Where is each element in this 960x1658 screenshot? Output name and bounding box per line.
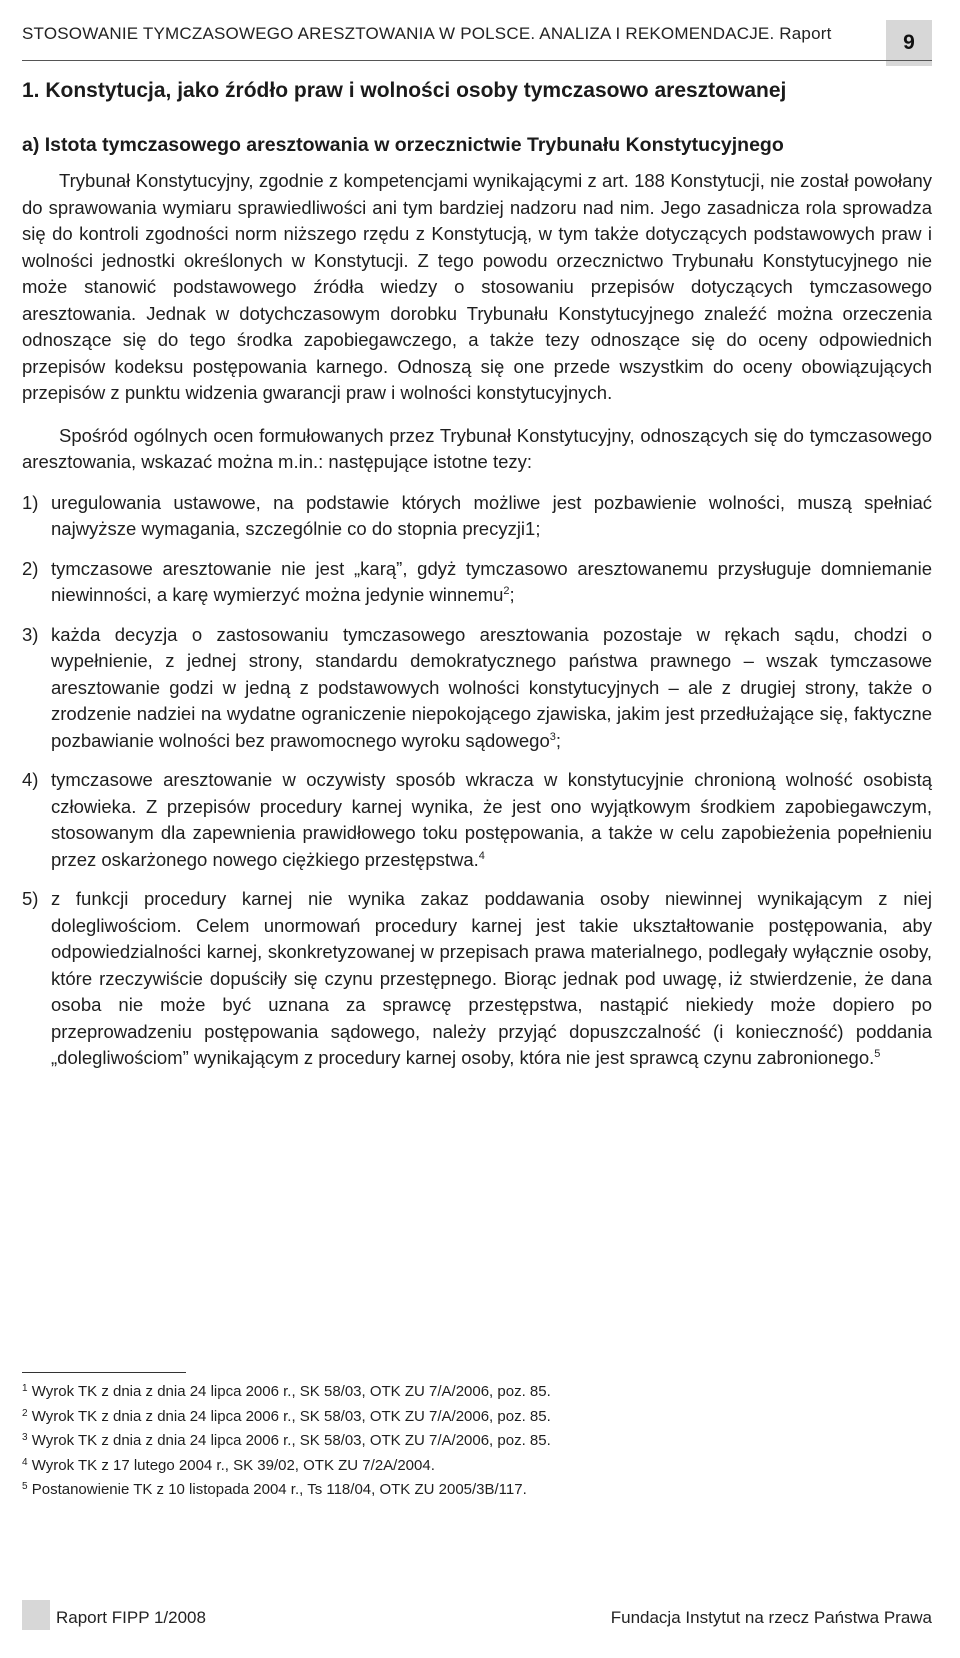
footnote-text: Postanowienie TK z 10 listopada 2004 r., Ts 118/04, OTK ZU 2005/3B/117. xyxy=(31,1481,527,1498)
theses-list xyxy=(22,490,932,1072)
page-number: 9 xyxy=(886,20,932,66)
list-item-number: 4) xyxy=(22,769,39,790)
list-item xyxy=(22,767,932,873)
footnote-ref[interactable]: 2 xyxy=(503,585,510,597)
footnote xyxy=(22,1405,932,1430)
footer-publisher: Fundacja Instytut na rzecz Państwa Prawa xyxy=(610,1608,932,1627)
footnote xyxy=(22,1478,932,1503)
page-footer xyxy=(22,1598,932,1646)
list-item xyxy=(22,886,932,1072)
body-paragraph-2: Spośród ogólnych ocen formułowanych przez Trybunał Konstytucyjny, odnoszących się do tymczasowego aresztowania, wskazać można m.in.: następujące istotne tezy: xyxy=(22,424,932,472)
footnote-number: 1 xyxy=(22,1383,28,1394)
footer-report-id: Raport FIPP 1/2008 xyxy=(56,1608,206,1627)
footnote-number: 5 xyxy=(22,1481,28,1492)
list-item-tail: ; xyxy=(509,584,515,605)
footnote-text: Wyrok TK z dnia z dnia 24 lipca 2006 r., SK 58/03, OTK ZU 7/A/2006, poz. 85. xyxy=(31,1383,551,1400)
footnote xyxy=(22,1454,932,1479)
list-item-text: każda decyzja o zastosowaniu tymczasowego aresztowania pozostaje w rękach sądu, chodzi o wypełnienie, z jednej strony, standardu demokratycznego państwa prawnego – wszak tymczasowe aresztowanie godzi w jedną z podstawowych wolności konstytucyjnych – ale z drugiej strony, także o zrodzenie nadziei na wydatne ograniczenie niepokojącego zjawiska, jakim jest przedłużające się, faktyczne pozbawianie wolności bez prawomocnego wyroku sądowego xyxy=(51,623,932,751)
section-subheading: a) Istota tymczasowego aresztowania w orzecznictwie Trybunału Konstytucyjnego xyxy=(22,134,784,156)
section-heading: 1. Konstytucja, jako źródło praw i wolności osoby tymczasowo aresztowanej xyxy=(22,79,787,102)
list-item-number: 5) xyxy=(22,888,39,909)
list-item-number: 2) xyxy=(22,557,39,579)
footnote-ref[interactable]: 5 xyxy=(874,1048,881,1060)
list-item xyxy=(22,490,932,543)
footnote-ref[interactable]: 3 xyxy=(549,730,556,743)
footer-marker xyxy=(22,1600,50,1630)
footnote-number: 4 xyxy=(22,1456,28,1468)
footnote-divider xyxy=(22,1372,186,1373)
main-content xyxy=(22,78,932,1085)
footnote-number: 3 xyxy=(22,1432,28,1443)
footnote-text: Wyrok TK z dnia z dnia 24 lipca 2006 r., SK 58/03, OTK ZU 7/A/2006, poz. 85. xyxy=(31,1407,551,1425)
footnote xyxy=(22,1380,932,1405)
list-item xyxy=(22,622,932,755)
footnote-ref[interactable]: 4 xyxy=(478,849,485,862)
page-header xyxy=(22,20,932,60)
list-item-text: tymczasowe aresztowanie nie jest „karą”, gdyż tymczasowo aresztowanemu przysługuje domniemanie niewinności, a karę wymierzyć można jedynie winnemu xyxy=(51,557,932,605)
list-item-text: z funkcji procedury karnej nie wynika zakaz poddawania osoby niewinnej wynikającym z niej dolegliwościom. Celem unormowań procedury karnej jest takie ukształtowanie postępowania, aby odpowiedzialności karnej, skonkretyzowanej w przepisach prawa materialnego, podlegały wyłącznie osoby, które rzeczywiście dopuściły się czynu przestępnego. Biorąc jednak pod uwagę, iż stwierdzenie, że dana osoba nie może być uznana za sprawcę przestępstwa, nastąpić niekiedy może dopiero po przeprowadzeniu postępowania sądowego, należy przyjąć dopuszczalność (i konieczność) poddania „dolegliwościom” wynikającym z procedury karnej osoby, która nie jest sprawcą czynu zabronionego. xyxy=(51,888,932,1068)
body-paragraph-1: Trybunał Konstytucyjny, zgodnie z kompetencjami wynikającymi z art. 188 Konstytucji, nie został powołany do sprawowania wymiaru sprawiedliwości ani tym bardziej nadzoru nad nim. Jego zasadnicza rola sprowadza się do kontroli zgodności norm niższego rzędu z Konstytucją, w tym także dotyczących podstawowych praw i wolności jednostki określonych w Konstytucji. Z tego powodu orzecznictwo Trybunału Konstytucyjnego nie może stanowić podstawowego źródła wiedzy o stosowaniu przepisów dotyczących tymczasowego aresztowania. Jednak w dotychczasowym dorobku Trybunału Konstytucyjnego znaleźć można orzeczenia odnoszące się do tego środka zapobiegawczego, a także tezy odnoszące się do oceny odpowiednich przepisów kodeksu postępowania karnego. Odnoszą się one przede wszystkim do oceny obowiązujących przepisów z punktu widzenia gwarancji praw i wolności konstytucyjnych. xyxy=(22,170,932,403)
header-divider xyxy=(22,60,932,61)
list-item-text: uregulowania ustawowe, na podstawie których możliwe jest pozbawienie wolności, muszą spełniać najwyższe wymagania, szczególnie co do stopnia precyzji1; xyxy=(51,491,932,539)
list-item-number: 1) xyxy=(22,491,39,513)
footnote-number: 2 xyxy=(22,1407,28,1419)
list-item-text: tymczasowe aresztowanie w oczywisty sposób wkracza w konstytucyjnie chronioną wolność osobistą człowieka. Z przepisów procedury karnej wynika, że jest ono wyjątkowym środkiem zapobiegawczym, stosowanym dla zapewnienia prawidłowego toku postępowania, a także w celu zapobieżenia popełnieniu przez oskarżonego nowego ciężkiego przestępstwa. xyxy=(51,769,932,870)
footnotes xyxy=(22,1380,932,1503)
list-item xyxy=(22,556,932,609)
footnote-text: Wyrok TK z 17 lutego 2004 r., SK 39/02, OTK ZU 7/2A/2004. xyxy=(31,1456,435,1474)
list-item-number: 3) xyxy=(22,623,39,645)
footnote-text: Wyrok TK z dnia z dnia 24 lipca 2006 r., SK 58/03, OTK ZU 7/A/2006, poz. 85. xyxy=(31,1432,551,1449)
list-item-tail: ; xyxy=(555,729,562,751)
footnote xyxy=(22,1429,932,1454)
running-title: STOSOWANIE TYMCZASOWEGO ARESZTOWANIA W POLSCE. ANALIZA I REKOMENDACJE. Raport xyxy=(22,24,832,43)
